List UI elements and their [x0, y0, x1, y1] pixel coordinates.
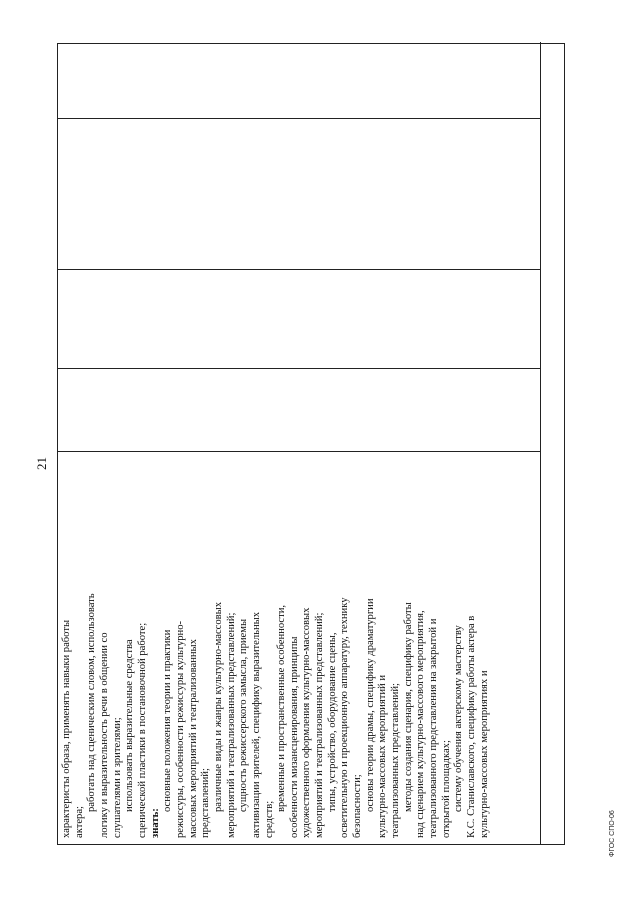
competency-text-cell [58, 452, 564, 842]
text-line: систему обучения актерскому мастерству [453, 625, 465, 812]
rotated-table-wrapper [57, 43, 565, 845]
column-divider [58, 368, 540, 369]
text-line: различные виды и жанры культурно-массовых [212, 601, 224, 812]
text-line: методы создания сценария, специфику работы [402, 602, 414, 812]
footer-code: ФГОС СПО-06 [609, 810, 616, 857]
text-line: культурно-массовых мероприятий и [377, 674, 389, 838]
text-line: сценической пластики в постановочной работе; [136, 622, 148, 838]
text-line: средств; [263, 800, 275, 838]
text-line: над сценарием культурно-массового мероприятия, [415, 610, 427, 838]
text-line: массовых мероприятий и театрализованных [187, 639, 199, 838]
text-line: театрализованных представлений; [390, 683, 402, 838]
text-line: слушателями и зрителями; [111, 717, 123, 838]
text-line: основные положения теории и практики [162, 629, 174, 812]
column-divider [58, 118, 540, 119]
text-line: особенности мизансценирования, принципы [288, 636, 300, 838]
text-line: осветительную и проекционную аппаратуру, технику [339, 597, 351, 838]
text-line: мероприятий и театрализованных представлений; [314, 612, 326, 838]
text-line: театрализованного представления на закрытой и [428, 618, 440, 838]
text-line: логику и выразительность речи в общении со [98, 632, 110, 838]
column-divider [58, 269, 540, 270]
text-line: мероприятий и театрализованных представлений; [225, 612, 237, 838]
text-line: типы, устройство, оборудование сцены, [326, 632, 338, 812]
text-line: временные и пространственные особенности, [276, 604, 288, 812]
text-line: режиссуры, особенности режиссуры культурно- [174, 620, 186, 838]
text-line: безопасности; [352, 774, 364, 838]
curriculum-table [57, 43, 565, 845]
text-line: сущность режиссерского замысла, приемы [238, 618, 250, 812]
page-number: 21 [34, 457, 49, 470]
text-line: использовать выразительные средства [124, 639, 136, 812]
text-line: активизации зрителей, специфику выразительных [250, 611, 262, 838]
text-line: культурно-массовых мероприятиях и [478, 670, 490, 838]
text-line: открытой площадках; [440, 740, 452, 838]
text-line: работать над сценическим словом, использовать [86, 593, 98, 812]
text-line: характеристы образа, применять навыки работы [61, 619, 72, 838]
text-line: основы теории драмы, специфику драматургии [364, 598, 376, 812]
text-line: художественного оформления культурно-массовых [301, 607, 313, 838]
text-line: актера; [73, 806, 85, 838]
text-line: знать: [149, 808, 161, 838]
text-line: представлений; [200, 768, 212, 838]
text-line: К.С. Станиславского, специфику работы актера в [466, 615, 477, 838]
